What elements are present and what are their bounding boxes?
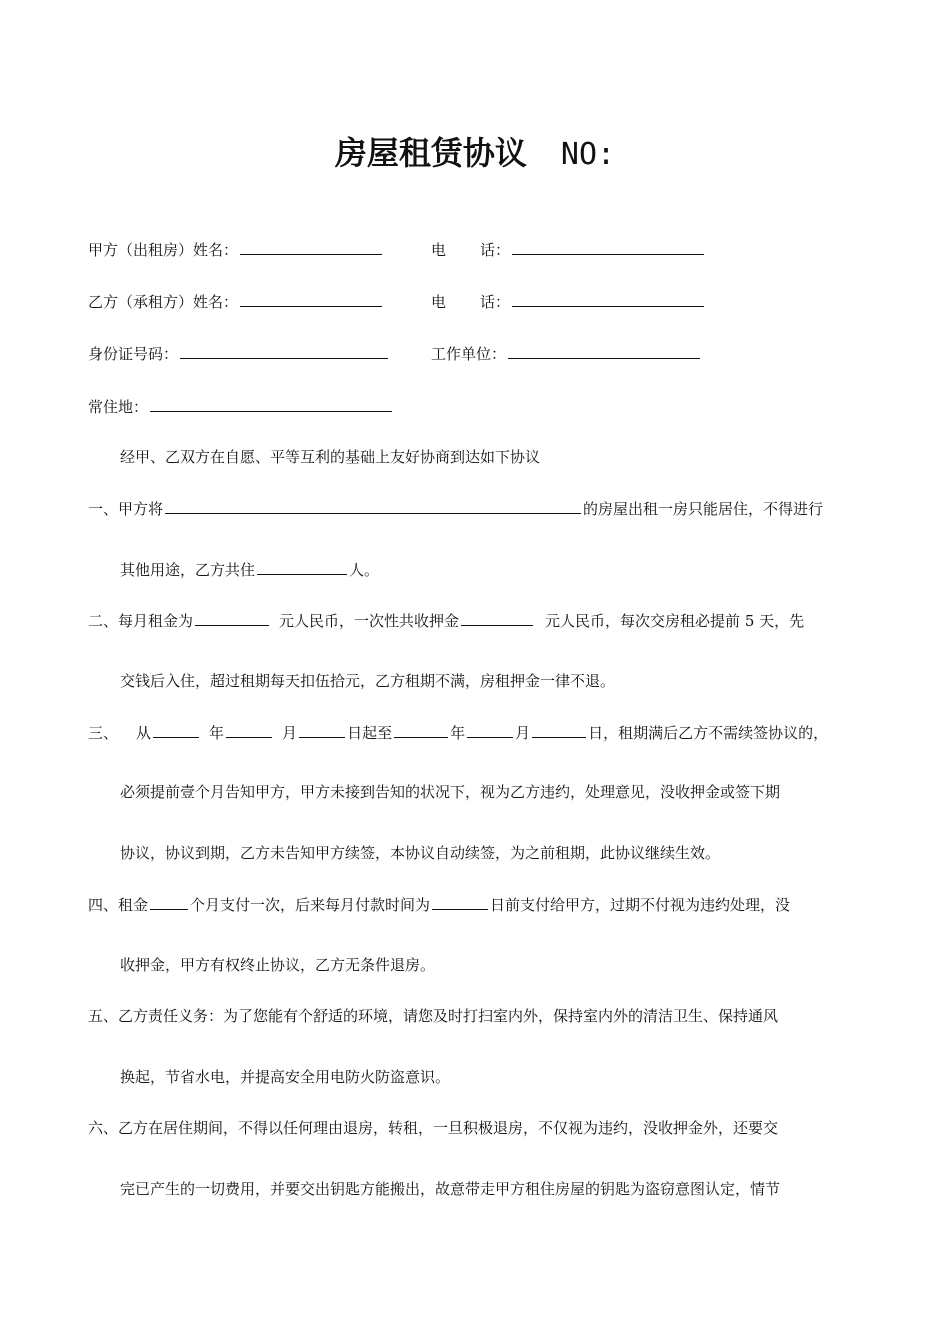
end-year-blank[interactable] <box>394 721 448 738</box>
clause-text: 日前支付给甲方，过期不付视为违约处理，没 <box>490 896 791 914</box>
clause-text: 日，租期满后乙方不需续签协议的， <box>588 724 829 742</box>
clause-3-line-3: 协议，协议到期，乙方未告知甲方续签，本协议自动续签，为之前租期，此协议继续生效。 <box>120 844 721 862</box>
clause-text: 年 <box>209 724 225 742</box>
clause-text: 月 <box>282 724 298 742</box>
work-unit-blank[interactable] <box>508 342 700 359</box>
clause-text: 甲方将 <box>118 500 164 518</box>
clause-text: 从 <box>136 724 152 742</box>
clause-text: 乙方责任义务：为了您能有个舒适的环境，请您及时打扫室内外，保持室内外的清洁卫生、保持通风 <box>118 1007 779 1025</box>
end-month-blank[interactable] <box>467 721 513 738</box>
phone-label-1: 电 <box>431 241 447 259</box>
clause-1-line-1 <box>88 497 823 520</box>
landlord-phone-blank[interactable] <box>512 238 704 255</box>
clause-5-line-2: 换起，节省水电，并提高安全用电防火防盗意识。 <box>120 1068 451 1086</box>
clause-text: 乙方在居住期间，不得以任何理由退房，转租，一旦积极退房，不仅视为违约，没收押金外，还要交 <box>118 1119 779 1137</box>
clause-number: 六、 <box>88 1119 119 1137</box>
id-number-label: 身份证号码： <box>88 345 179 363</box>
monthly-rent-blank[interactable] <box>195 609 269 626</box>
residence-blank[interactable] <box>150 395 392 412</box>
residence-row <box>88 395 394 418</box>
id-number-blank[interactable] <box>180 342 388 359</box>
start-day-blank[interactable] <box>299 721 345 738</box>
start-month-blank[interactable] <box>226 721 272 738</box>
start-year-blank[interactable] <box>153 721 199 738</box>
residence-label: 常住地： <box>88 398 149 416</box>
clause-2-line-1 <box>88 609 804 632</box>
clause-text: 人。 <box>349 561 380 579</box>
clause-2-line-2: 交钱后入住，超过租期每天扣伍拾元，乙方租期不满，房租押金一律不退。 <box>120 672 616 690</box>
tenant-name-row <box>88 290 384 313</box>
title-main: 房屋租赁协议 <box>334 134 527 172</box>
phone-label-2: 话： <box>480 241 511 259</box>
clause-6-line-1 <box>88 1117 778 1139</box>
tenant-phone-row <box>431 290 706 313</box>
landlord-name-row <box>88 238 384 261</box>
landlord-name-blank[interactable] <box>240 238 382 255</box>
title-number: NO: <box>560 137 616 172</box>
clause-text: 个月支付一次，后来每月付款时间为 <box>190 896 431 914</box>
landlord-phone-row <box>431 238 706 261</box>
occupants-blank[interactable] <box>257 558 347 575</box>
clause-text: 其他用途，乙方共住 <box>120 561 256 579</box>
work-unit-row <box>431 342 702 365</box>
clause-number: 五、 <box>88 1007 119 1025</box>
clause-1-line-2 <box>120 558 379 581</box>
clause-number: 三、 <box>88 724 119 742</box>
clause-text: 日起至 <box>347 724 393 742</box>
clause-number: 二、 <box>88 612 119 630</box>
clause-6-line-2: 完已产生的一切费用，并要交出钥匙方能搬出，故意带走甲方租住房屋的钥匙为盗窃意图认定，情节 <box>120 1180 781 1198</box>
intro-text: 经甲、乙双方在自愿、平等互利的基础上友好协商到达如下协议 <box>120 448 541 466</box>
payment-day-blank[interactable] <box>432 893 488 910</box>
clause-text: 元人民币，一次性共收押金 <box>279 612 460 630</box>
phone-label-2: 话： <box>480 293 511 311</box>
clause-number: 一、 <box>88 500 119 518</box>
clause-3-line-1 <box>88 721 828 744</box>
clause-text: 的房屋出租一房只能居住，不得进行 <box>583 500 824 518</box>
work-unit-label: 工作单位： <box>431 345 507 363</box>
tenant-name-blank[interactable] <box>240 290 382 307</box>
landlord-name-label: 甲方（出租房）姓名： <box>88 241 239 259</box>
clause-4-line-1 <box>88 893 790 916</box>
clause-3-line-2: 必须提前壹个月告知甲方，甲方未接到告知的状况下，视为乙方违约，处理意见，没收押金或签下期 <box>120 783 781 801</box>
payment-months-blank[interactable] <box>150 893 188 910</box>
phone-label-1: 电 <box>431 293 447 311</box>
clause-text: 月 <box>515 724 531 742</box>
tenant-phone-blank[interactable] <box>512 290 704 307</box>
clause-5-line-1 <box>88 1005 778 1027</box>
deposit-blank[interactable] <box>461 609 533 626</box>
clause-4-line-2: 收押金，甲方有权终止协议，乙方无条件退房。 <box>120 956 436 974</box>
tenant-name-label: 乙方（承租方）姓名： <box>88 293 239 311</box>
page-title <box>0 128 950 174</box>
clause-text: 年 <box>450 724 466 742</box>
clause-text: 元人民币，每次交房租必提前 5 天，先 <box>545 612 805 630</box>
clause-number: 四、 <box>88 896 119 914</box>
clause-text: 每月租金为 <box>118 612 194 630</box>
property-address-blank[interactable] <box>165 497 581 514</box>
id-number-row <box>88 342 390 365</box>
end-day-blank[interactable] <box>532 721 586 738</box>
clause-text: 租金 <box>118 896 149 914</box>
